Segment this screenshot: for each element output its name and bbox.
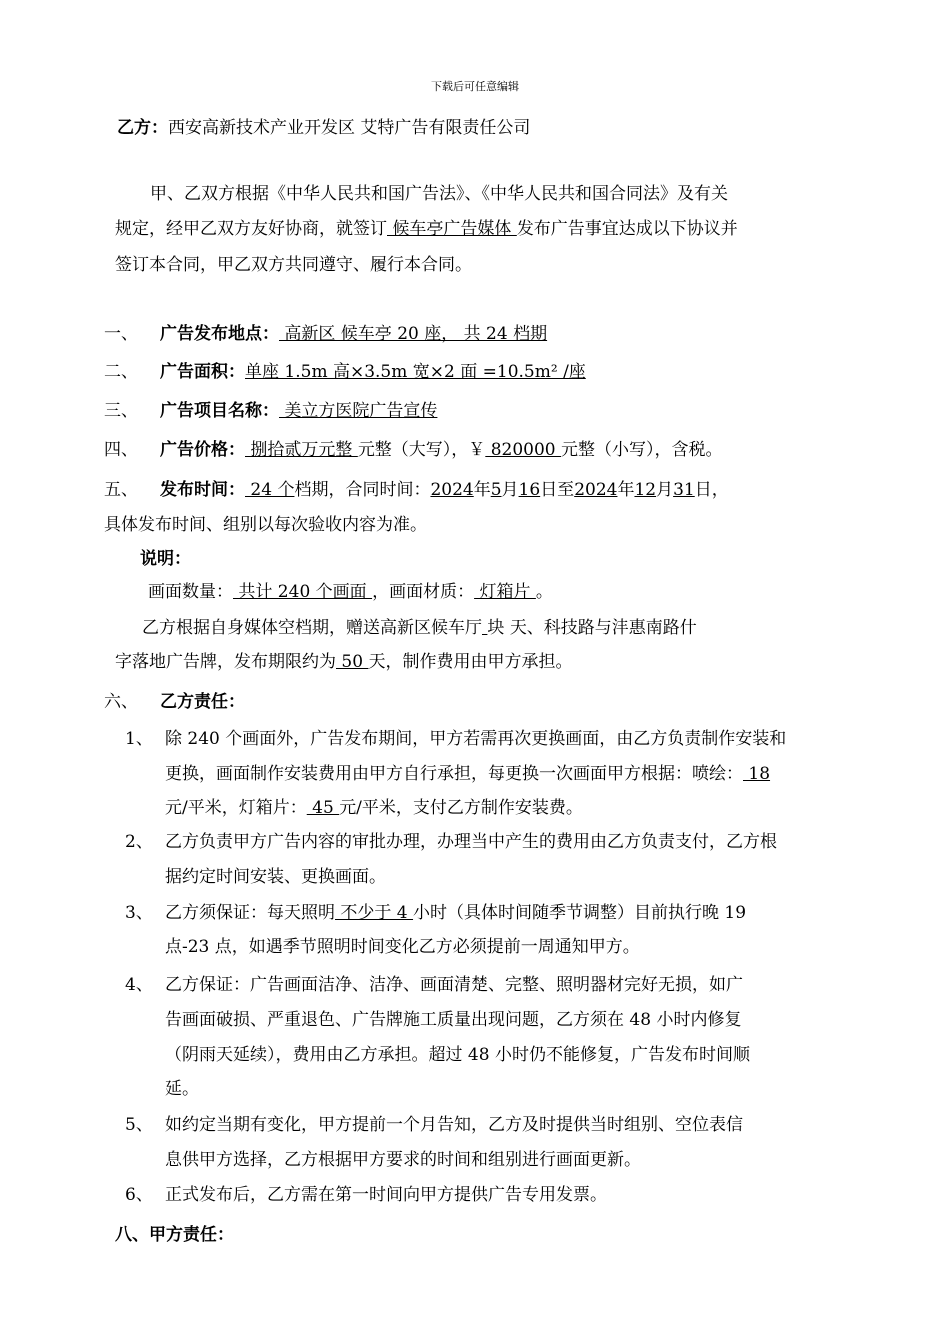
item-text: 更换，画面制作安装费用由甲方自行承担，每更换一次画面甲方根据：喷绘： (165, 764, 743, 784)
lightbox-price: 45 (306, 798, 340, 818)
section-number: 三、 (104, 401, 138, 421)
section-value: 单座 1.5m 高×3.5m 宽×2 面 =10.5m² /座 (245, 362, 586, 382)
time-text: 年 (617, 480, 635, 500)
item-6-number: 6、 (125, 1185, 153, 1205)
time-text: 年 (473, 480, 491, 500)
end-month: 12 (634, 480, 657, 500)
item-4-line-1: 乙方保证：广告画面洁净、洁净、画面清楚、完整、照明器材完好无损，如广 (165, 975, 743, 995)
item-text: 元/平米，支付乙方制作安装费。 (339, 798, 583, 818)
note-text: 乙方根据自身媒体空档期，赠送高新区候车厅 (142, 618, 482, 638)
start-year: 2024 (430, 480, 474, 500)
section-3 (104, 400, 138, 422)
section-5-line-2: 具体发布时间、组别以每次验收内容为准。 (104, 515, 427, 535)
section-2 (104, 361, 138, 383)
section-5-content (160, 479, 729, 501)
section-label: 广告价格： (160, 440, 245, 460)
section-value: 美立方医院广告宣传 (279, 401, 438, 421)
price-lower: 820000 (485, 440, 562, 460)
party-b-line (117, 117, 530, 139)
item-text: 元/平米，灯箱片： (165, 798, 307, 818)
section-6-label: 乙方责任： (160, 692, 245, 712)
end-day: 31 (673, 480, 695, 500)
section-label: 广告项目名称： (160, 401, 279, 421)
intro-text: 规定，经甲乙双方友好协商，就签订 (115, 219, 387, 239)
section-1 (104, 323, 138, 345)
item-1-line-1: 除 240 个画面外，广告发布期间，甲方若需再次更换画面，由乙方负责制作安装和 (165, 729, 787, 749)
gift-days: 50 (336, 652, 369, 672)
section-label: 发布时间： (160, 480, 245, 500)
price-text: 元整（大写），￥ (357, 440, 486, 460)
note-text: 字落地广告牌，发布期限约为 (115, 652, 336, 672)
item-5-line-2: 息供甲方选择，乙方根据甲方要求的时间和组别进行画面更新。 (165, 1150, 641, 1170)
note-text: 画面数量： (148, 582, 233, 602)
section-6: 六、 (104, 692, 138, 712)
note-text: ，画面材质： (372, 582, 475, 602)
item-text: 乙方须保证：每天照明 (165, 903, 335, 923)
price-text: 元整（小写），含税。 (561, 440, 723, 460)
section-value: 高新区 候车亭 20 座， 共 24 档期 (279, 324, 548, 344)
section-label: 广告发布地点： (160, 324, 279, 344)
note-text: 。 (535, 582, 553, 602)
spray-price: 18 (743, 764, 771, 784)
section-4-content (160, 439, 723, 461)
image-material: 灯箱片 (474, 582, 536, 602)
item-1-line-2 (165, 763, 770, 785)
section-label: 广告面积： (160, 362, 245, 382)
section-1-content (160, 323, 547, 345)
price-upper: 捌拾贰万元整 (245, 440, 358, 460)
period-count: 24 个 (245, 480, 295, 500)
item-6-line-1: 正式发布后，乙方需在第一时间向甲方提供广告专用发票。 (165, 1185, 607, 1205)
note-text: 块 (487, 618, 510, 638)
section-8-label: 八、甲方责任： (115, 1225, 234, 1245)
section-number: 四、 (104, 440, 138, 460)
item-4-line-3: （阴雨天延续），费用由乙方承担。超过 48 小时仍不能修复，广告发布时间顺 (165, 1045, 750, 1065)
section-number: 五、 (104, 480, 138, 500)
note-quantity-line (148, 581, 553, 603)
note-text: 天、科技路与沣惠南路什 (509, 618, 697, 638)
end-year: 2024 (574, 480, 618, 500)
section-number: 二、 (104, 362, 138, 382)
item-4-line-2: 告画面破损、严重退色、广告牌施工质量出现问题，乙方须在 48 小时内修复 (165, 1010, 742, 1030)
lighting-hours: 不少于 4 (335, 903, 414, 923)
page-header: 下载后可任意编辑 (431, 80, 519, 93)
note-text: 天，制作费用由甲方承担。 (368, 652, 573, 672)
item-3-line-2: 点-23 点，如遇季节照明时间变化乙方必须提前一周通知甲方。 (165, 937, 640, 957)
intro-line-1: 甲、乙双方根据《中华人民共和国广告法》、《中华人民共和国合同法》及有关 (150, 184, 728, 204)
party-b-name: 西安高新技术产业开发区 艾特广告有限责任公司 (168, 118, 531, 138)
item-1-number: 1、 (125, 729, 153, 749)
section-2-content (160, 361, 586, 383)
section-3-content (160, 400, 437, 422)
item-2-line-2: 据约定时间安装、更换画面。 (165, 867, 386, 887)
item-4-line-4: 延。 (165, 1079, 199, 1099)
time-text: 日至 (540, 480, 575, 500)
item-3-line-1 (165, 902, 746, 924)
item-5-line-1: 如约定当期有变化，甲方提前一个月告知，乙方及时提供当时组别、空位表信 (165, 1115, 743, 1135)
party-b-label: 乙方： (117, 118, 168, 138)
item-2-number: 2、 (125, 832, 153, 852)
media-name: 候车亭广告媒体 (387, 219, 517, 239)
intro-line-2 (115, 218, 738, 240)
intro-line-3: 签订本合同，甲乙双方共同遵守、履行本合同。 (115, 255, 472, 275)
item-5-number: 5、 (125, 1115, 153, 1135)
start-day: 16 (518, 480, 541, 500)
time-text: 月 (656, 480, 674, 500)
section-5 (104, 479, 138, 501)
section-4 (104, 439, 138, 461)
item-2-line-1: 乙方负责甲方广告内容的审批办理，办理当中产生的费用由乙方负责支付，乙方根 (165, 832, 777, 852)
intro-text: 发布广告事宜达成以下协议并 (516, 219, 738, 239)
start-month: 5 (490, 480, 502, 500)
item-1-line-3 (165, 797, 583, 819)
note-gift-line-2 (115, 651, 572, 673)
image-count: 共计 240 个画面 (233, 582, 373, 602)
time-text: 档期，合同时间： (294, 480, 431, 500)
item-4-number: 4、 (125, 975, 153, 995)
section-number: 一、 (104, 324, 138, 344)
item-3-number: 3、 (125, 903, 153, 923)
time-text: 月 (501, 480, 519, 500)
item-text: 小时（具体时间随季节调整）目前执行晚 19 (413, 903, 747, 923)
note-gift-line-1 (142, 617, 697, 639)
time-text: 日， (694, 480, 729, 500)
note-label: 说明： (140, 549, 191, 569)
